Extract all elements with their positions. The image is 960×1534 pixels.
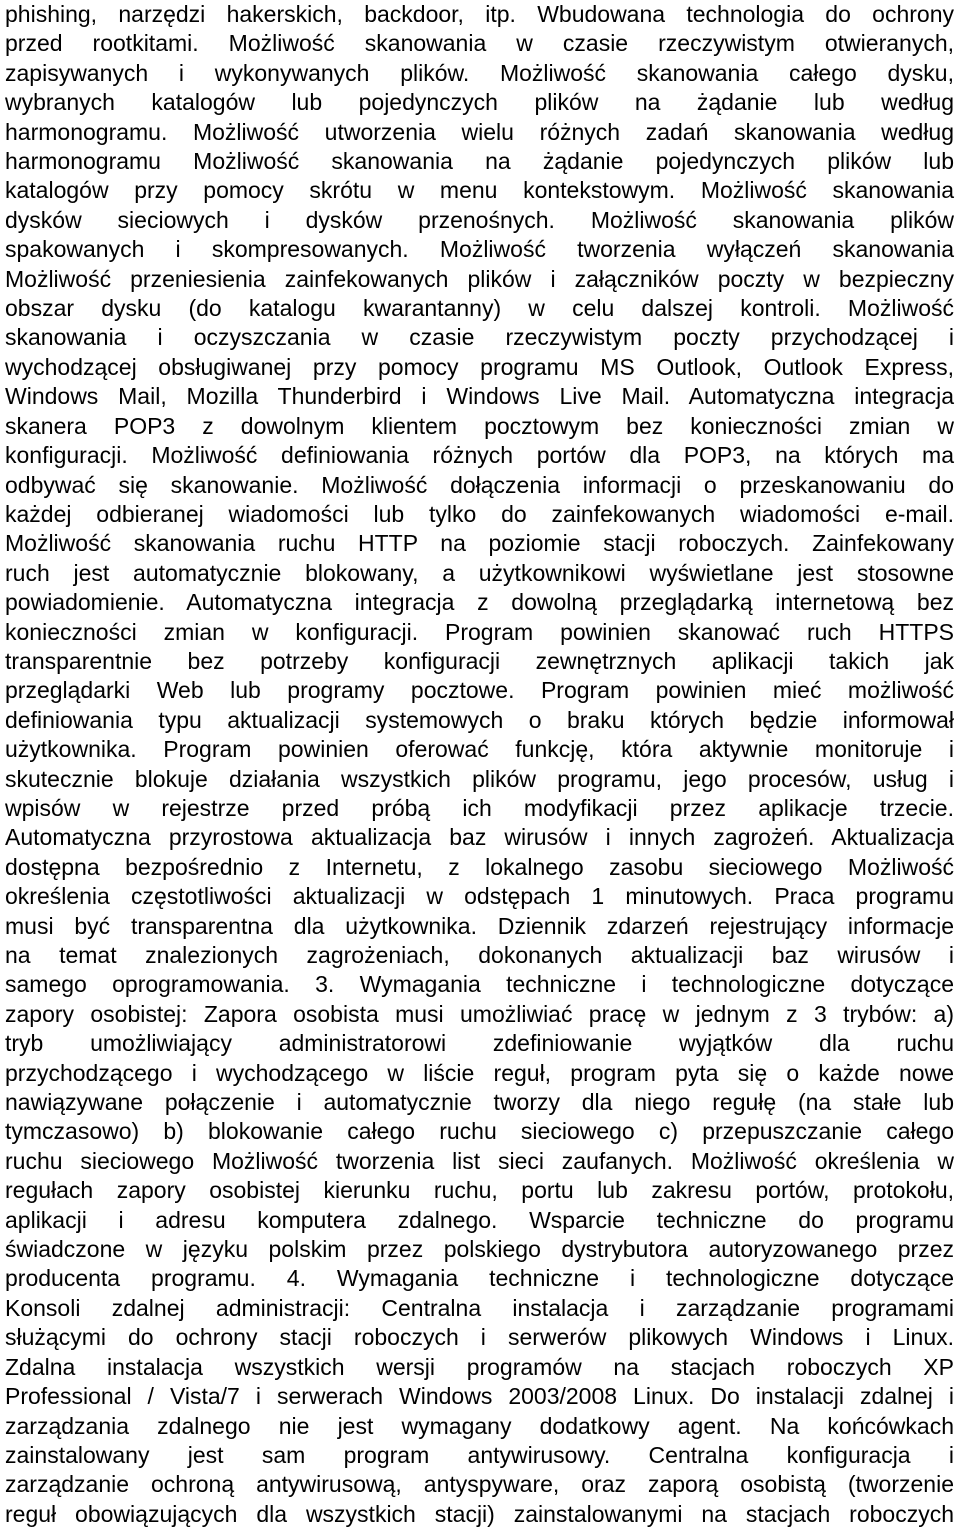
text-line: skutecznie blokuje działania wszystkich plików programu, jego procesów, usług i bbox=[5, 765, 954, 792]
text-line: dostępna bezpośrednio z Internetu, z lokalnego zasobu sieciowego Możliwość bbox=[5, 853, 954, 880]
text-line: dysków sieciowych i dysków przenośnych. Możliwość skanowania plików bbox=[5, 206, 954, 233]
text-line: świadczone w języku polskim przez polskiego dystrybutora autoryzowanego przez bbox=[5, 1236, 954, 1263]
text-line: samego oprogramowania. 3. Wymagania techniczne i technologiczne dotyczące bbox=[5, 971, 954, 998]
text-line: konfiguracji. Możliwość definiowania różnych portów dla POP3, na których ma bbox=[5, 442, 954, 469]
text-line: harmonogramu. Możliwość utworzenia wielu różnych zadań skanowania według bbox=[5, 118, 954, 145]
text-line: skanowania i oczyszczania w czasie rzeczywistym poczty przychodzącej i bbox=[5, 324, 954, 351]
text-line: zapory osobistej: Zapora osobista musi umożliwiać pracę w jednym z 3 trybów: a) bbox=[5, 1000, 954, 1027]
body-paragraph bbox=[5, 0, 954, 1529]
text-line: konieczności zmian w konfiguracji. Program powinien skanować ruch HTTPS bbox=[5, 618, 954, 645]
text-line: zarządzanie ochroną antywirusową, antyspyware, oraz zaporą osobistą (tworzenie bbox=[5, 1471, 954, 1498]
text-line: definiowania typu aktualizacji systemowych o braku których będzie informował bbox=[5, 706, 954, 733]
text-line: transparentnie bez potrzeby konfiguracji zewnętrznych aplikacji takich jak bbox=[5, 647, 954, 674]
text-line: wpisów w rejestrze przed próbą ich modyfikacji przez aplikacje trzecie. bbox=[5, 794, 954, 821]
text-line: nawiązywane połączenie i automatycznie tworzy dla niego regułę (na stałe lub bbox=[5, 1089, 954, 1116]
text-line: na temat znalezionych zagrożeniach, dokonanych aktualizacji baz wirusów i bbox=[5, 942, 954, 968]
text-line: Zdalna instalacja wszystkich wersji programów na stacjach roboczych XP bbox=[5, 1353, 954, 1380]
text-line: zarządzania zdalnego nie jest wymagany dodatkowy agent. Na końcówkach bbox=[5, 1412, 954, 1439]
text-line: Możliwość przeniesienia zainfekowanych plików i załączników poczty w bezpieczny bbox=[5, 265, 954, 292]
text-line: obszar dysku (do katalogu kwarantanny) w celu dalszej kontroli. Możliwość bbox=[5, 295, 954, 322]
text-line: ruchu sieciowego Możliwość tworzenia list sieci zaufanych. Możliwość określenia w bbox=[5, 1147, 954, 1174]
text-line: odbywać się skanowanie. Możliwość dołączenia informacji o przeskanowaniu do bbox=[5, 471, 954, 498]
text-line: użytkownika. Program powinien oferować funkcję, która aktywnie monitoruje i bbox=[5, 736, 954, 763]
text-line: regułach zapory osobistej kierunku ruchu, portu lub zakresu portów, protokołu, bbox=[5, 1177, 954, 1204]
text-line: przychodzącego i wychodzącego w liście reguł, program pyta się o każde nowe bbox=[5, 1059, 954, 1086]
text-line: musi być transparentna dla użytkownika. Dziennik zdarzeń rejestrujący informacje bbox=[5, 912, 954, 939]
text-line: zainstalowany jest sam program antywirusowy. Centralna konfiguracja i bbox=[5, 1441, 954, 1468]
text-line: Konsoli zdalnej administracji: Centralna instalacja i zarządzanie programami bbox=[5, 1294, 954, 1321]
text-line: Możliwość skanowania ruchu HTTP na poziomie stacji roboczych. Zainfekowany bbox=[5, 530, 954, 557]
text-line: Automatyczna przyrostowa aktualizacja baz wirusów i innych zagrożeń. Aktualizacja bbox=[5, 824, 954, 851]
text-line: skanera POP3 z dowolnym klientem pocztowym bez konieczności zmian w bbox=[5, 412, 954, 439]
text-line: reguł obowiązujących dla wszystkich stacji) zainstalowanymi na stacjach roboczych bbox=[5, 1500, 954, 1527]
text-line: służącymi do ochrony stacji roboczych i serwerów plikowych Windows i Linux. bbox=[5, 1324, 954, 1351]
text-line: powiadomienie. Automatyczna integracja z dowolną przeglądarką internetową bez bbox=[5, 589, 954, 616]
text-line: aplikacji i adresu komputera zdalnego. Wsparcie techniczne do programu bbox=[5, 1206, 954, 1233]
text-line: ruch jest automatycznie blokowany, a użytkownikowi wyświetlane jest stosowne bbox=[5, 559, 954, 586]
text-line: Professional / Vista/7 i serwerach Windows 2003/2008 Linux. Do instalacji zdalnej i bbox=[5, 1383, 954, 1410]
text-line: Windows Mail, Mozilla Thunderbird i Windows Live Mail. Automatyczna integracja bbox=[5, 383, 954, 410]
text-line: przed rootkitami. Możliwość skanowania w czasie rzeczywistym otwieranych, bbox=[5, 30, 954, 57]
text-line: każdej odbieranej wiadomości lub tylko do zainfekowanych wiadomości e-mail. bbox=[5, 500, 954, 527]
text-line: zapisywanych i wykonywanych plików. Możliwość skanowania całego dysku, bbox=[5, 59, 954, 86]
text-line: wychodzącej obsługiwanej przy pomocy programu MS Outlook, Outlook Express, bbox=[5, 353, 954, 380]
text-line: wybranych katalogów lub pojedynczych plików na żądanie lub według bbox=[5, 89, 954, 116]
text-line: tryb umożliwiający administratorowi zdefiniowanie wyjątków dla ruchu bbox=[5, 1030, 954, 1057]
text-line: spakowanych i skompresowanych. Możliwość tworzenia wyłączeń skanowania bbox=[5, 236, 954, 263]
text-line: tymczasowo) b) blokowanie całego ruchu sieciowego c) przepuszczanie całego bbox=[5, 1118, 954, 1145]
text-line: phishing, narzędzi hakerskich, backdoor, itp. Wbudowana technologia do ochrony bbox=[5, 1, 954, 27]
text-line: przeglądarki Web lub programy pocztowe. Program powinien mieć możliwość bbox=[5, 677, 954, 704]
text-line: katalogów przy pomocy skrótu w menu kontekstowym. Możliwość skanowania bbox=[5, 177, 954, 204]
text-line: producenta programu. 4. Wymagania techniczne i technologiczne dotyczące bbox=[5, 1265, 954, 1292]
text-line: określenia częstotliwości aktualizacji w odstępach 1 minutowych. Praca programu bbox=[5, 883, 954, 910]
text-line: harmonogramu Możliwość skanowania na żądanie pojedynczych plików lub bbox=[5, 148, 954, 175]
